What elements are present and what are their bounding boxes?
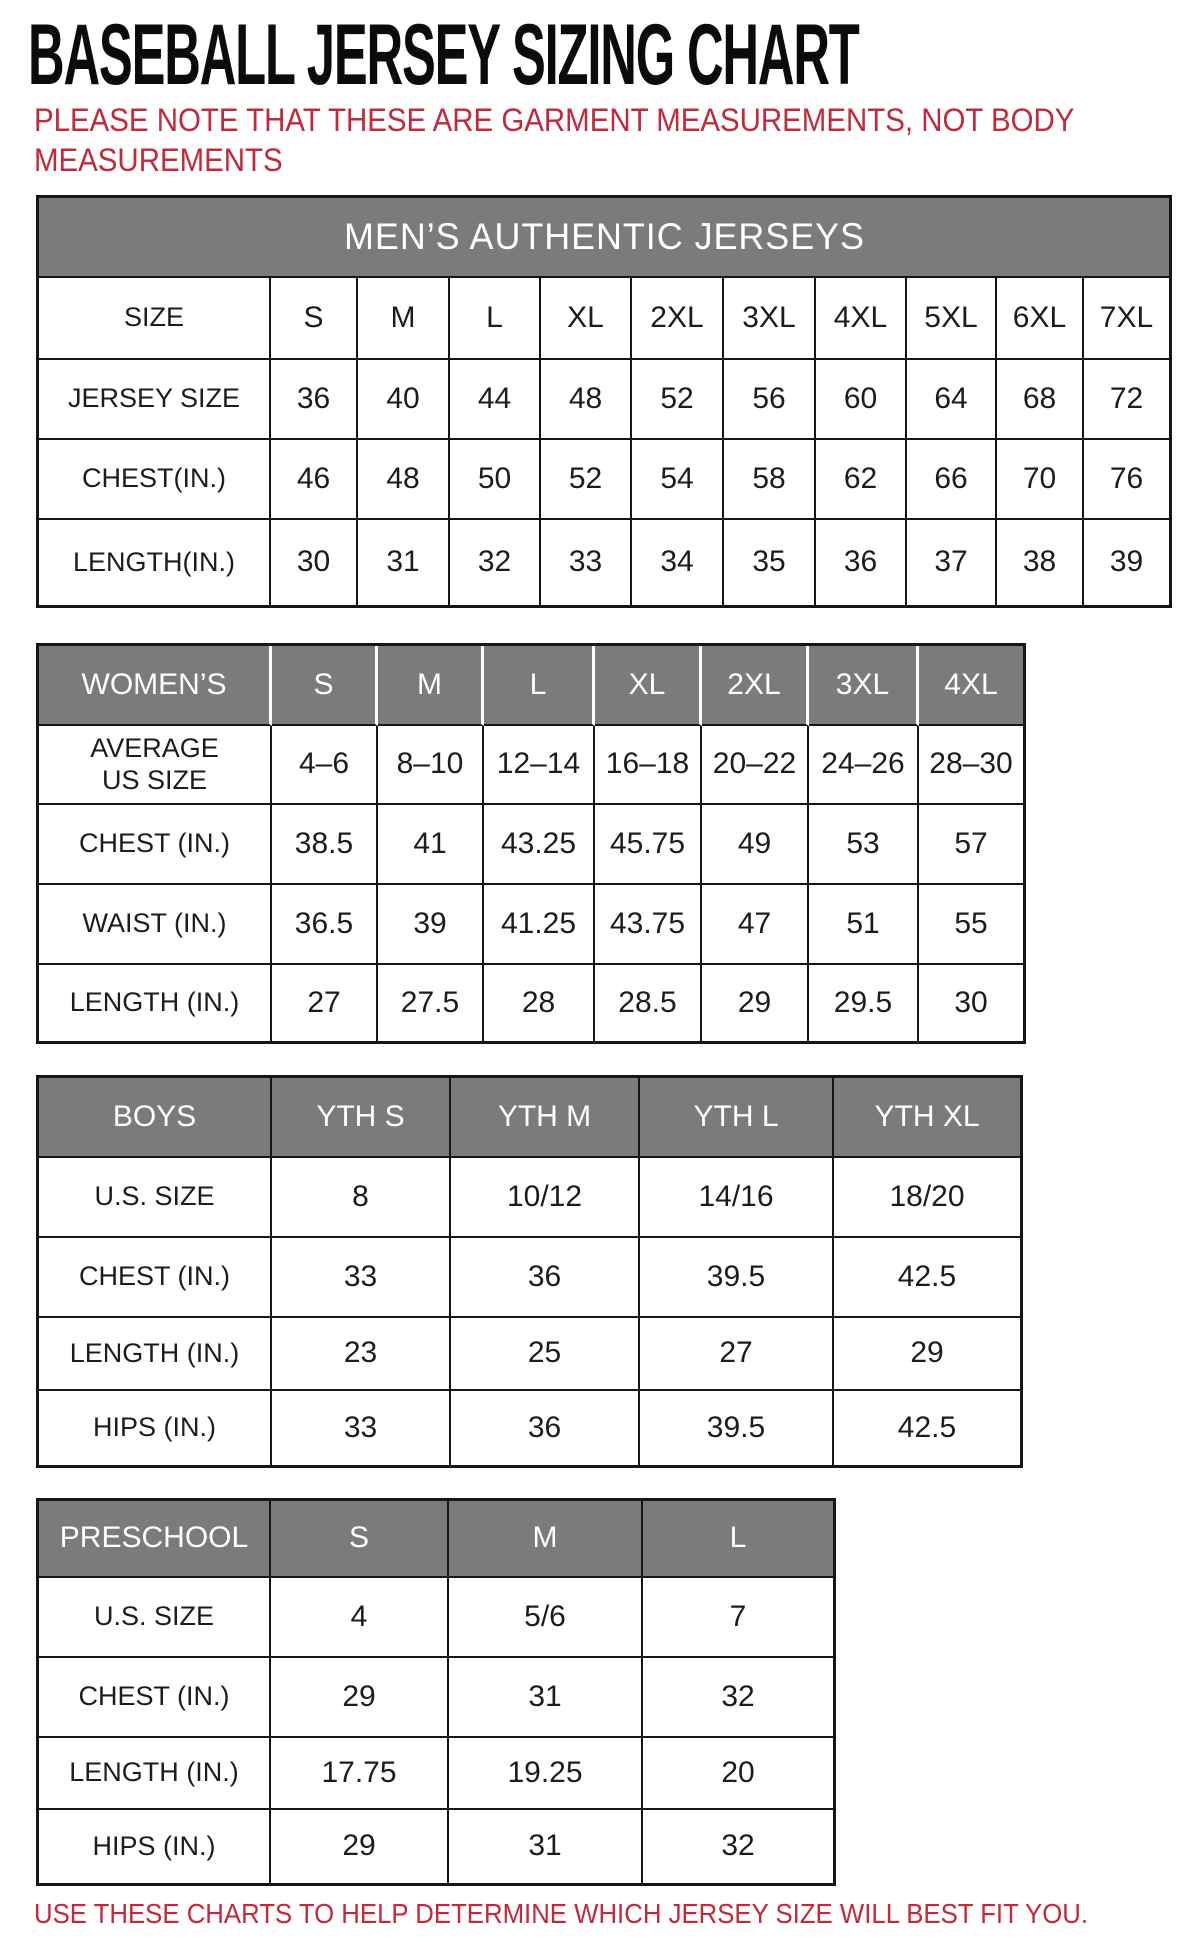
value-cell: 40 <box>358 360 450 440</box>
value-cell: 29.5 <box>809 965 919 1041</box>
value-cell: 38 <box>997 520 1084 605</box>
value-cell: 72 <box>1084 360 1169 440</box>
value-cell: 35 <box>724 520 816 605</box>
value-cell: 41.25 <box>484 885 595 965</box>
value-cell: 31 <box>449 1658 643 1738</box>
column-header-cell: 3XL <box>809 646 919 726</box>
value-cell: 29 <box>271 1810 449 1883</box>
row-label-cell: HIPS (IN.) <box>39 1391 272 1465</box>
value-cell: 33 <box>272 1238 451 1318</box>
value-cell: 24–26 <box>809 726 919 805</box>
column-header-cell: YTH M <box>451 1078 640 1158</box>
value-cell: 39 <box>1109 545 1144 579</box>
table-title-cell <box>39 198 1169 278</box>
column-header-cell: 2XL <box>702 646 809 726</box>
value-cell: 46 <box>271 440 358 520</box>
note-line-1: PLEASE NOTE THAT THESE ARE GARMENT MEASUREMENTS, NOT BODY <box>34 102 1075 138</box>
row-label-cell: LENGTH (IN.) <box>39 1738 271 1810</box>
value-cell: 19.25 <box>449 1738 643 1810</box>
value-cell: 64 <box>907 360 997 440</box>
value-cell: 28–30 <box>919 726 1023 805</box>
value-cell: 23 <box>272 1318 451 1391</box>
page-title: BASEBALL JERSEY SIZING CHART <box>28 7 859 103</box>
value-cell: 6XL <box>997 278 1084 360</box>
table-header-label: PRESCHOOL <box>39 1501 271 1578</box>
table-title-text: MEN’S AUTHENTIC JERSEYS <box>343 215 865 257</box>
row-label-cell: CHEST (IN.) <box>39 805 272 885</box>
value-cell: 31 <box>449 1810 643 1883</box>
garment-measurement-note <box>34 100 1074 180</box>
value-cell: 58 <box>724 440 816 520</box>
boys-sizing-table <box>36 1075 1023 1468</box>
value-cell: 56 <box>724 360 816 440</box>
value-cell: 39.5 <box>640 1238 834 1318</box>
value-cell: 38.5 <box>272 805 378 885</box>
value-cell: 50 <box>450 440 541 520</box>
value-cell: 55 <box>919 885 1023 965</box>
note-line-2: MEASUREMENTS <box>34 142 283 178</box>
value-cell: 12–14 <box>484 726 595 805</box>
value-cell: 16–18 <box>595 726 702 805</box>
womens-sizing-table <box>36 643 1026 1044</box>
value-cell: 27.5 <box>378 965 484 1041</box>
value-cell: 29 <box>271 1658 449 1738</box>
value-cell: 17.75 <box>271 1738 449 1810</box>
value-cell: 33 <box>541 520 632 605</box>
value-cell: 60 <box>816 360 907 440</box>
column-header-cell: L <box>643 1501 833 1578</box>
value-cell: 30 <box>954 985 988 1019</box>
value-cell: 76 <box>1084 440 1169 520</box>
row-label-cell: WAIST (IN.) <box>39 885 272 965</box>
value-cell: 4–6 <box>272 726 378 805</box>
value-cell: 42.5 <box>834 1238 1020 1318</box>
value-cell: 44 <box>450 360 541 440</box>
column-header-cell: M <box>449 1501 643 1578</box>
value-cell: 43.25 <box>484 805 595 885</box>
row-label-cell: LENGTH (IN.) <box>39 1318 272 1391</box>
row-label-cell: JERSEY SIZE <box>39 360 271 440</box>
value-cell: 32 <box>721 1829 755 1863</box>
value-cell: 36 <box>451 1391 640 1465</box>
value-cell: 52 <box>632 360 724 440</box>
row-label-cell: LENGTH(IN.) <box>39 520 271 605</box>
value-cell: 28.5 <box>595 965 702 1041</box>
value-cell: 41 <box>378 805 484 885</box>
value-cell: 36.5 <box>272 885 378 965</box>
value-cell: 4XL <box>816 278 907 360</box>
value-cell: 29 <box>834 1318 1020 1391</box>
row-label-cell: SIZE <box>39 278 271 360</box>
column-header-cell: S <box>272 646 378 726</box>
value-cell: 45.75 <box>595 805 702 885</box>
column-header-cell: S <box>271 1501 449 1578</box>
value-cell: 18/20 <box>834 1158 1020 1238</box>
value-cell: 30 <box>271 520 358 605</box>
value-cell: 31 <box>358 520 450 605</box>
value-cell: 27 <box>640 1318 834 1391</box>
value-cell: 8–10 <box>378 726 484 805</box>
column-header-cell: YTH S <box>272 1078 451 1158</box>
table-header-label: BOYS <box>39 1078 272 1158</box>
value-cell: M <box>358 278 450 360</box>
value-cell: 53 <box>809 805 919 885</box>
value-cell: 52 <box>541 440 632 520</box>
row-label-cell: U.S. SIZE <box>39 1578 271 1658</box>
value-cell: 28 <box>484 965 595 1041</box>
table-header-label: WOMEN’S <box>39 646 272 726</box>
row-label-cell: HIPS (IN.) <box>39 1810 271 1883</box>
footer-note: USE THESE CHARTS TO HELP DETERMINE WHICH JERSEY SIZE WILL BEST FIT YOU. <box>34 1898 1089 1929</box>
column-header-cell: YTH L <box>640 1078 834 1158</box>
value-cell: 49 <box>702 805 809 885</box>
column-header-cell: M <box>378 646 484 726</box>
preschool-sizing-table <box>36 1498 836 1886</box>
value-cell: 29 <box>702 965 809 1041</box>
row-label-cell: CHEST (IN.) <box>39 1238 272 1318</box>
value-cell: 48 <box>358 440 450 520</box>
value-cell: 57 <box>919 805 1023 885</box>
value-cell: 3XL <box>724 278 816 360</box>
value-cell: 54 <box>632 440 724 520</box>
value-cell: 62 <box>816 440 907 520</box>
value-cell: 37 <box>907 520 997 605</box>
value-cell: 14/16 <box>640 1158 834 1238</box>
value-cell: 5/6 <box>449 1578 643 1658</box>
value-cell: 33 <box>272 1391 451 1465</box>
value-cell: 20–22 <box>702 726 809 805</box>
value-cell: L <box>450 278 541 360</box>
value-cell: 36 <box>271 360 358 440</box>
value-cell: 20 <box>643 1738 833 1810</box>
row-label-cell: CHEST(IN.) <box>39 440 271 520</box>
row-label-cell: CHEST (IN.) <box>39 1658 271 1738</box>
row-label-cell: AVERAGE US SIZE <box>39 726 272 805</box>
value-cell: 47 <box>702 885 809 965</box>
value-cell: 2XL <box>632 278 724 360</box>
row-label-cell: U.S. SIZE <box>39 1158 272 1238</box>
mens-authentic-jerseys-table <box>36 195 1172 608</box>
value-cell: 4 <box>271 1578 449 1658</box>
value-cell: 32 <box>643 1658 833 1738</box>
value-cell: 36 <box>451 1238 640 1318</box>
value-cell: 7 <box>643 1578 833 1658</box>
value-cell: 25 <box>451 1318 640 1391</box>
value-cell: 66 <box>907 440 997 520</box>
column-header-cell: YTH XL <box>834 1078 1020 1158</box>
value-cell: 43.75 <box>595 885 702 965</box>
value-cell: 39 <box>378 885 484 965</box>
value-cell: 8 <box>272 1158 451 1238</box>
value-cell: 39.5 <box>640 1391 834 1465</box>
value-cell: 32 <box>450 520 541 605</box>
value-cell: 68 <box>997 360 1084 440</box>
value-cell: S <box>271 278 358 360</box>
row-label-cell: LENGTH (IN.) <box>39 965 272 1041</box>
value-cell: XL <box>541 278 632 360</box>
value-cell: 70 <box>997 440 1084 520</box>
column-header-cell: XL <box>595 646 702 726</box>
value-cell: 51 <box>809 885 919 965</box>
value-cell: 34 <box>632 520 724 605</box>
value-cell: 27 <box>272 965 378 1041</box>
value-cell: 36 <box>816 520 907 605</box>
value-cell: 7XL <box>1084 278 1169 360</box>
value-cell: 42.5 <box>897 1410 957 1444</box>
value-cell: 48 <box>541 360 632 440</box>
value-cell: 10/12 <box>451 1158 640 1238</box>
column-header-cell: 4XL <box>919 646 1023 726</box>
column-header-cell: L <box>484 646 595 726</box>
value-cell: 5XL <box>907 278 997 360</box>
